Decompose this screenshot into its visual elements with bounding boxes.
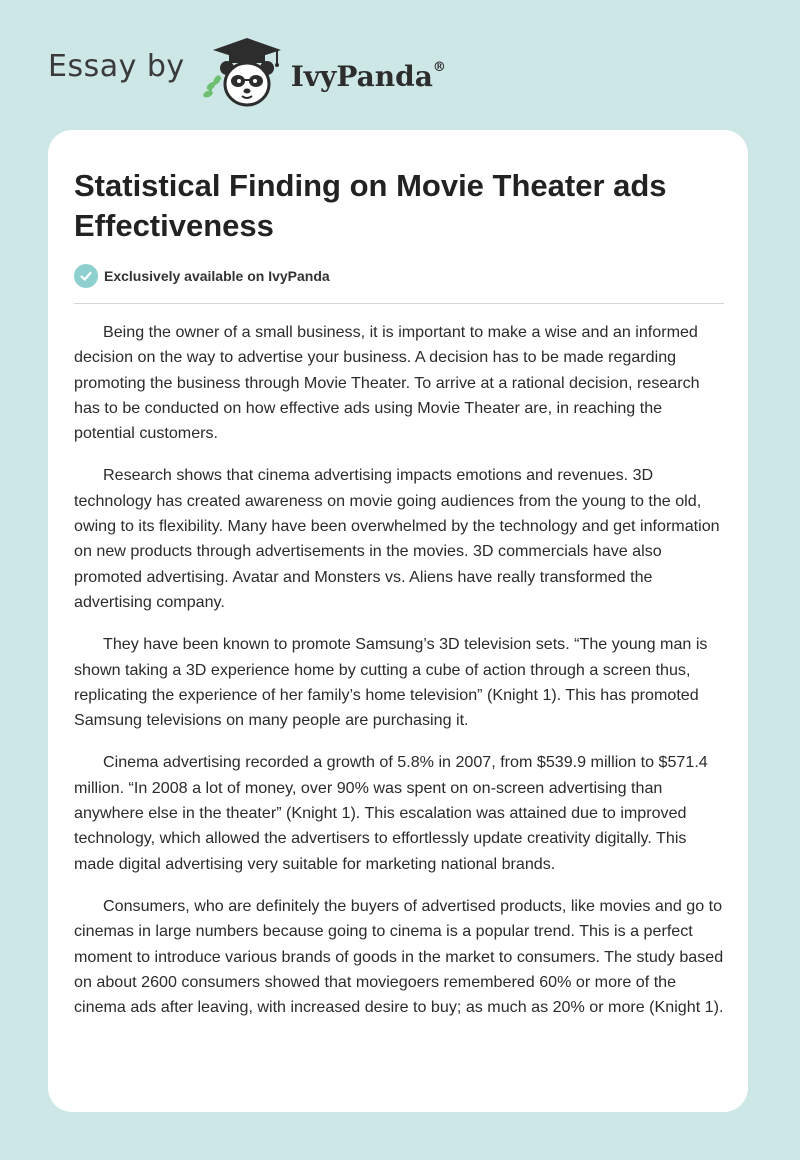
site-header [48,34,446,110]
paragraph: They have been known to promote Samsung’s 3D television sets. “The young man is shown taking a 3D experience home by cutting a cube of action through a screen thus, replicating the experience of her family’s home television” (Knight 1). This has promoted Samsung televisions on many people are purchasing it. [74,635,708,730]
paragraph: Being the owner of a small business, it is important to make a wise and an informed decision on the way to advertise your business. A decision has to be made regarding promoting the business through Movie Theater. To arrive at a rational decision, research has to be conducted on how effective ads using Movie Theater are, in reaching the potential customers. [74,323,700,443]
paragraph: Cinema advertising recorded a growth of 5.8% in 2007, from $539.9 million to $571.4 million. “In 2008 a lot of money, over 90% was spent on on-screen advertising than anywhere else in the theater” (Knight 1). This escalation was attained due to improved technology, which allowed the advertisers to effortlessly update creativity digitally. This made digital advertising very suitable for marketing national brands. [74,753,708,873]
brand-name[interactable]: IvyPanda® [290,59,446,93]
registered-mark: ® [432,60,446,76]
divider [74,303,724,304]
check-icon [74,264,98,288]
essay-body [74,320,726,1037]
paragraph: Research shows that cinema advertising impacts emotions and revenues. 3D technology has created awareness on movie going audiences from the young to the old, owing to its flexibility. Many have been overwhelmed by the technology and get information on new products through advertisements in the movies. 3D commercials have also promoted advertising. Avatar and Monsters vs. Aliens have really transformed the advertising company. [74,466,720,611]
badge-text: Exclusively available on IvyPanda [104,268,330,284]
essay-by-label: Essay by [48,48,185,84]
essay-card [48,130,748,1112]
paragraph: Consumers, who are definitely the buyers of advertised products, like movies and go to cinemas in large numbers because going to cinema is a popular trend. This is a perfect moment to introduce various brands of goods in the market to consumers. The study based on about 2600 consumers showed that moviegoers remembered 60% or more of the cinema ads after leaving, with increased desire to buy; as much as 20% or more (Knight 1). [74,896,724,1017]
essay-title: Statistical Finding on Movie Theater ads Effectiveness [74,168,667,243]
panda-graduate-icon[interactable] [199,34,285,110]
exclusive-badge [74,264,330,288]
